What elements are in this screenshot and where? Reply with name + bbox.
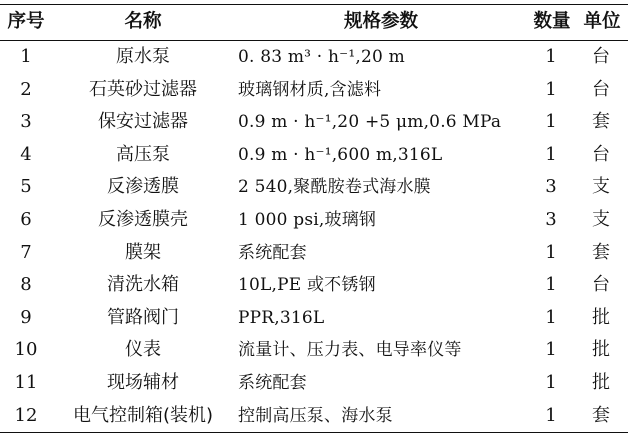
row-unit: 批	[592, 372, 610, 393]
row-qty: 1	[545, 372, 557, 393]
row-qty: 1	[545, 404, 557, 426]
table-row	[0, 334, 628, 367]
row-name: 反渗透膜	[107, 176, 179, 198]
row-qty: 1	[545, 306, 557, 328]
row-name: 原水泵	[116, 46, 170, 67]
row-name: 石英砂过滤器	[89, 78, 197, 100]
row-spec: 流量计、压力表、电导率仪等	[238, 340, 462, 361]
row-no: 1	[20, 46, 32, 67]
header-name: 名称	[124, 11, 162, 32]
table-row	[0, 74, 628, 107]
row-spec: PPR,316L	[238, 307, 325, 328]
table-row	[0, 171, 628, 204]
row-qty: 1	[545, 241, 557, 263]
row-spec: 玻璃钢材质,含滤料	[238, 79, 382, 100]
row-no: 2	[20, 78, 32, 100]
header-unit: 单位	[583, 11, 621, 32]
row-spec: 0.9 m · h⁻¹,600 m,316L	[238, 144, 443, 165]
row-qty: 1	[545, 274, 557, 296]
row-qty: 1	[545, 78, 557, 100]
row-no: 10	[14, 339, 38, 361]
table-row	[0, 400, 628, 433]
row-name: 清洗水箱	[107, 274, 179, 296]
row-unit: 台	[592, 78, 610, 100]
row-name: 现场辅材	[107, 372, 179, 393]
row-unit: 套	[592, 111, 610, 133]
row-unit: 支	[592, 209, 610, 230]
row-name: 管路阀门	[107, 306, 179, 328]
row-no: 6	[20, 209, 32, 230]
row-unit: 套	[592, 404, 610, 426]
row-name: 保安过滤器	[98, 111, 188, 133]
table-row	[0, 139, 628, 172]
table-row	[0, 269, 628, 302]
row-unit: 批	[592, 339, 610, 361]
row-qty: 1	[545, 143, 557, 165]
table-row	[0, 41, 628, 74]
row-spec: 系统配套	[238, 373, 307, 393]
row-unit: 台	[592, 46, 610, 67]
row-unit: 支	[592, 176, 610, 198]
row-no: 12	[14, 404, 38, 426]
row-qty: 3	[545, 209, 557, 230]
row-no: 3	[20, 111, 32, 133]
row-qty: 1	[545, 339, 557, 361]
row-unit: 套	[592, 241, 610, 263]
row-spec: 0. 83 m³ · h⁻¹,20 m	[238, 47, 405, 67]
table-row	[0, 106, 628, 139]
row-name: 高压泵	[116, 143, 170, 165]
row-spec: 2 540,聚酰胺卷式海水膜	[238, 177, 431, 198]
row-no: 5	[20, 176, 32, 198]
row-name: 电气控制箱(装机)	[72, 404, 214, 426]
row-name: 膜架	[125, 241, 161, 263]
table-row	[0, 302, 628, 335]
row-qty: 1	[545, 46, 557, 67]
row-spec: 0.9 m · h⁻¹,20 +5 μm,0.6 MPa	[238, 112, 502, 133]
table-row	[0, 237, 628, 270]
row-no: 11	[14, 372, 38, 393]
row-unit: 批	[592, 306, 610, 328]
row-spec: 控制高压泵、海水泵	[238, 405, 393, 426]
header-no: 序号	[7, 11, 45, 32]
table-row	[0, 204, 628, 237]
row-name: 仪表	[125, 339, 161, 361]
row-qty: 3	[545, 176, 557, 198]
row-spec: 1 000 psi,玻璃钢	[238, 210, 377, 230]
row-name: 反渗透膜壳	[98, 209, 188, 230]
table-header-row	[0, 6, 628, 39]
row-unit: 台	[592, 143, 610, 165]
row-spec: 10L,PE 或不锈钢	[238, 275, 376, 296]
row-no: 4	[20, 143, 32, 165]
header-spec: 规格参数	[343, 11, 418, 32]
row-unit: 台	[592, 274, 610, 296]
row-qty: 1	[545, 111, 557, 133]
table-row	[0, 367, 628, 400]
row-spec: 系统配套	[238, 242, 307, 263]
row-no: 8	[20, 274, 32, 296]
row-no: 9	[20, 306, 32, 328]
row-no: 7	[20, 241, 32, 263]
table-top-rule	[0, 4, 628, 5]
header-qty: 数量	[533, 11, 571, 32]
